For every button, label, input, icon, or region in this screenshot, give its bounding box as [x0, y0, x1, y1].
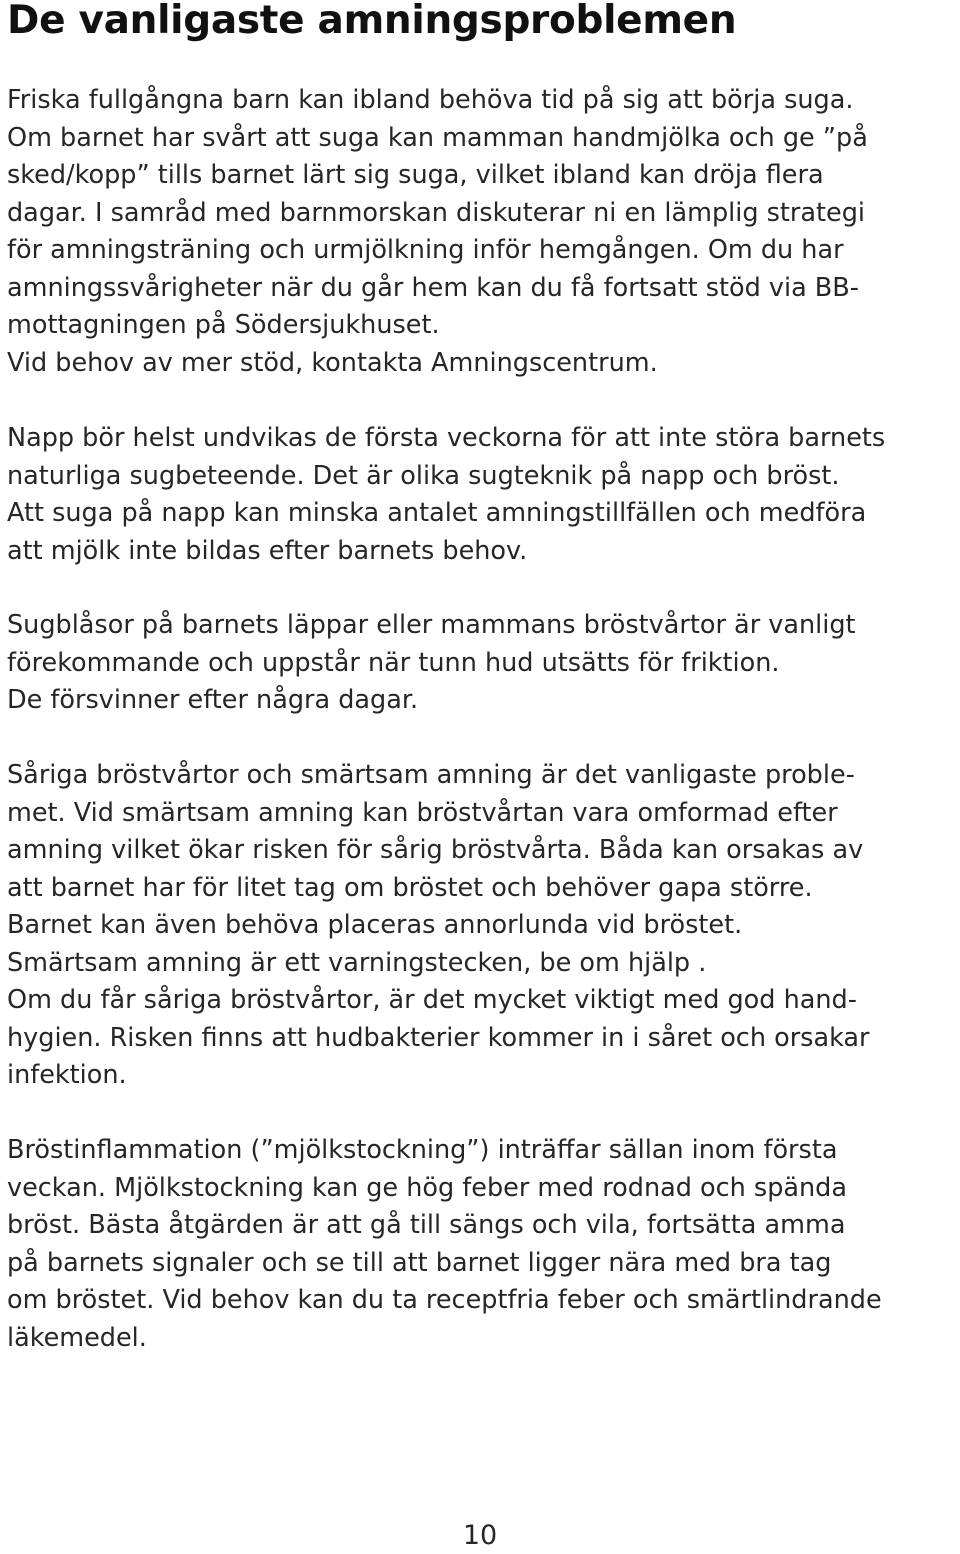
paragraph-line: Barnet kan även behöva placeras annorlunda vid bröstet. [7, 910, 743, 940]
paragraph-line: Om du får såriga bröstvårtor, är det mycket viktigt med god hand- [7, 985, 857, 1015]
paragraph-line: De försvinner efter några dagar. [7, 685, 419, 715]
paragraph-line: för amningsträning och urmjölkning inför hemgången. Om du har [7, 235, 844, 265]
paragraph-line: bröst. Bästa åtgärden är att gå till sängs och vila, fortsätta amma [7, 1210, 846, 1240]
paragraph-line: om bröstet. Vid behov kan du ta receptfria feber och smärtlindrande [7, 1285, 882, 1315]
paragraph-line: Friska fullgångna barn kan ibland behöva tid på sig att börja suga. [7, 85, 854, 115]
paragraph-mastitis [7, 1132, 882, 1357]
paragraph-line: Sugblåsor på barnets läppar eller mammans bröstvårtor är vanligt [7, 610, 856, 640]
paragraph-line: Att suga på napp kan minska antalet amningstillfällen och medföra [7, 498, 867, 528]
paragraph-line: veckan. Mjölkstockning kan ge hög feber med rodnad och spända [7, 1172, 847, 1203]
paragraph-sore-nipples [7, 757, 870, 1095]
paragraph-line: hygien. Risken finns att hudbakterier kommer in i såret och orsakar [7, 1022, 870, 1053]
page-number: 10 [462, 1520, 498, 1551]
paragraph-line: att barnet har för litet tag om bröstet och behöver gapa större. [7, 872, 813, 903]
paragraph-line: sked/kopp” tills barnet lärt sig suga, vilket ibland kan dröja flera [7, 160, 824, 190]
paragraph-line: Vid behov av mer stöd, kontakta Amningscentrum. [7, 347, 658, 378]
paragraph-line: att mjölk inte bildas efter barnets behov. [7, 535, 528, 566]
paragraph-line: naturliga sugbeteende. Det är olika sugteknik på napp och bröst. [7, 460, 840, 491]
paragraph-line: infektion. [7, 1060, 127, 1090]
paragraph-line: dagar. I samråd med barnmorskan diskuterar ni en lämplig strategi [7, 197, 865, 228]
paragraph-line: på barnets signaler och se till att barnet ligger nära med bra tag [7, 1247, 832, 1278]
paragraph-line: Smärtsam amning är ett varningstecken, be om hjälp . [7, 947, 707, 978]
paragraph-breastfeeding-start [7, 82, 868, 382]
page-title: De vanligaste amningsproblemen [7, 0, 737, 43]
paragraph-line: läkemedel. [7, 1322, 147, 1353]
paragraph-line: amningssvårigheter när du går hem kan du få fortsatt stöd via BB- [7, 272, 859, 303]
paragraph-suction-blisters [7, 607, 856, 720]
paragraph-line: met. Vid smärtsam amning kan bröstvårtan vara omformad efter [7, 797, 838, 828]
paragraph-pacifier [7, 420, 885, 570]
paragraph-line: mottagningen på Södersjukhuset. [7, 310, 440, 340]
paragraph-line: Såriga bröstvårtor och smärtsam amning är det vanligaste proble- [7, 760, 855, 790]
paragraph-line: Napp bör helst undvikas de första veckorna för att inte störa barnets [7, 423, 886, 453]
paragraph-line: förekommande och uppstår när tunn hud utsätts för friktion. [7, 647, 780, 678]
paragraph-line: Bröstinflammation (”mjölkstockning”) inträffar sällan inom första [7, 1135, 838, 1165]
paragraph-line: Om barnet har svårt att suga kan mamman handmjölka och ge ”på [7, 122, 868, 153]
paragraph-line: amning vilket ökar risken för sårig bröstvårta. Båda kan orsakas av [7, 835, 864, 865]
